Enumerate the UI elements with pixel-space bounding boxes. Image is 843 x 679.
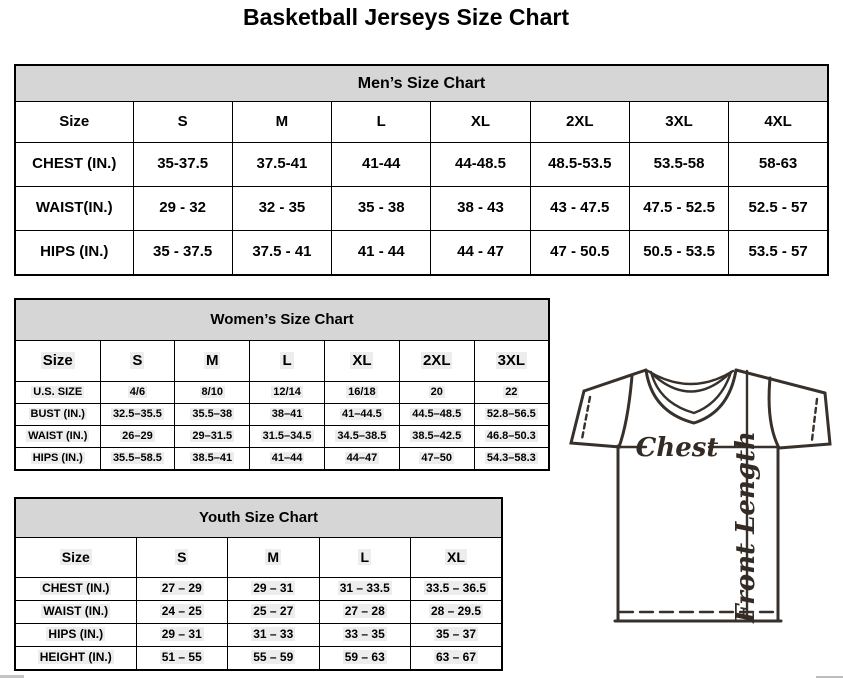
women-value-cell <box>324 426 399 448</box>
youth-value-cell <box>228 601 320 624</box>
youth-value-cell <box>411 647 503 671</box>
jersey-cuff-stitch-right <box>812 399 817 440</box>
women-table-row <box>15 426 549 448</box>
cell-text: 26–29 <box>122 430 153 443</box>
women-header-l <box>250 341 325 382</box>
women-row-label <box>15 448 100 471</box>
men-table-title: Men’s Size Chart <box>15 65 828 102</box>
men-value-cell: 43 - 47.5 <box>530 187 629 231</box>
women-value-cell <box>250 448 325 471</box>
men-value-cell: 48.5-53.5 <box>530 143 629 187</box>
women-value-cell <box>175 404 250 426</box>
cell-text: WAIST (IN.) <box>43 604 109 619</box>
women-value-cell <box>250 382 325 404</box>
youth-row-label <box>15 624 136 647</box>
cell-text: 41–44 <box>271 452 303 465</box>
cell-text: HIPS (IN.) <box>48 627 104 642</box>
women-value-cell <box>175 426 250 448</box>
youth-header-m <box>228 538 320 578</box>
horizontal-scrollbar-fragment-right[interactable] <box>816 676 843 678</box>
youth-header-l <box>319 538 411 578</box>
women-value-cell <box>250 426 325 448</box>
men-value-cell: 52.5 - 57 <box>729 187 828 231</box>
youth-table-row <box>15 647 502 671</box>
youth-value-cell <box>136 578 228 601</box>
youth-header-size <box>15 538 136 578</box>
cell-text: 44.5–48.5 <box>412 408 462 421</box>
women-header-2xl <box>399 341 474 382</box>
women-value-cell <box>399 404 474 426</box>
cell-text: 31.5–34.5 <box>262 430 312 443</box>
jersey-diagram <box>555 358 843 648</box>
youth-size-chart-table <box>14 497 503 671</box>
women-value-cell <box>100 404 175 426</box>
men-table-row <box>15 231 828 276</box>
jersey-cuff-stitch-left <box>582 397 590 439</box>
cell-text: 25 – 27 <box>253 604 294 619</box>
women-header-3xl <box>474 341 549 382</box>
cell-text: U.S. SIZE <box>33 386 83 399</box>
cell-text: 2XL <box>422 351 451 369</box>
chest-measure-label: Chest <box>635 433 719 463</box>
men-value-cell: 47.5 - 52.5 <box>629 187 728 231</box>
cell-text: 33.5 – 36.5 <box>425 581 487 596</box>
cell-text: 52.8–56.5 <box>486 408 536 421</box>
youth-value-cell <box>319 601 411 624</box>
cell-text: 35.5–58.5 <box>112 452 162 465</box>
men-header-4xl: 4XL <box>729 102 828 143</box>
men-value-cell: 29 - 32 <box>133 187 232 231</box>
men-table-title-row <box>15 65 828 102</box>
men-value-cell: 38 - 43 <box>431 187 530 231</box>
men-column-header-row <box>15 102 828 143</box>
youth-value-cell <box>411 578 503 601</box>
cell-text: 4/6 <box>129 386 146 399</box>
men-header-l: L <box>332 102 431 143</box>
womens-size-chart-table <box>14 298 550 471</box>
cell-text: 28 – 29.5 <box>430 604 482 619</box>
jersey-collar-back-arc-2 <box>650 372 731 392</box>
youth-column-header-row <box>15 538 502 578</box>
men-header-2xl: 2XL <box>530 102 629 143</box>
cell-text: Size <box>61 548 90 565</box>
women-value-cell <box>474 448 549 471</box>
men-header-s: S <box>133 102 232 143</box>
women-value-cell <box>474 382 549 404</box>
women-row-label <box>15 382 100 404</box>
women-value-cell <box>399 426 474 448</box>
women-header-size <box>15 341 100 382</box>
cell-text: 16/18 <box>348 386 376 399</box>
women-value-cell <box>100 448 175 471</box>
women-row-label <box>15 404 100 426</box>
women-value-cell <box>100 382 175 404</box>
youth-table-row <box>15 601 502 624</box>
cell-text: 3XL <box>497 351 526 369</box>
jersey-sleeve-left <box>571 391 620 447</box>
women-value-cell <box>175 382 250 404</box>
cell-text: 20 <box>430 386 443 399</box>
women-value-cell <box>175 448 250 471</box>
youth-table-row <box>15 624 502 647</box>
cell-text: 38.5–42.5 <box>412 430 462 443</box>
jersey-sleeve-right <box>779 393 830 448</box>
youth-table-title: Youth Size Chart <box>15 498 502 538</box>
men-value-cell: 32 - 35 <box>232 187 331 231</box>
jersey-shoulder-right <box>736 370 825 393</box>
cell-text: M <box>267 548 280 565</box>
youth-row-label <box>15 647 136 671</box>
cell-text: 41–44.5 <box>342 408 382 421</box>
men-table-row <box>15 187 828 231</box>
men-value-cell: 35 - 38 <box>332 187 431 231</box>
women-value-cell <box>474 404 549 426</box>
cell-text: 38.5–41 <box>192 452 233 465</box>
jersey-armhole-right <box>769 378 779 448</box>
cell-text: HEIGHT (IN.) <box>39 650 112 665</box>
men-row-label: WAIST(IN.) <box>15 187 133 231</box>
men-table-row <box>15 143 828 187</box>
cell-text: BUST (IN.) <box>30 408 85 421</box>
men-value-cell: 53.5-58 <box>629 143 728 187</box>
cell-text: 31 – 33 <box>253 627 294 642</box>
men-row-label: CHEST (IN.) <box>15 143 133 187</box>
youth-value-cell <box>319 647 411 671</box>
cell-text: L <box>360 548 370 565</box>
cell-text: 27 – 29 <box>161 581 202 596</box>
youth-table-title-row <box>15 498 502 538</box>
cell-text: 59 – 63 <box>344 650 385 665</box>
cell-text: S <box>177 548 187 565</box>
cell-text: 33 – 35 <box>344 627 385 642</box>
women-value-cell <box>324 448 399 471</box>
youth-value-cell <box>411 601 503 624</box>
cell-text: 24 – 25 <box>161 604 202 619</box>
cell-text: 27 – 28 <box>344 604 385 619</box>
youth-value-cell <box>136 647 228 671</box>
youth-value-cell <box>228 578 320 601</box>
cell-text: HIPS (IN.) <box>32 452 83 465</box>
men-value-cell: 35-37.5 <box>133 143 232 187</box>
women-table-row <box>15 404 549 426</box>
women-header-s <box>100 341 175 382</box>
youth-header-xl <box>411 538 503 578</box>
cell-text: M <box>205 351 219 369</box>
cell-text: Size <box>42 351 73 369</box>
cell-text: S <box>132 351 143 369</box>
women-value-cell <box>399 448 474 471</box>
cell-text: XL <box>447 548 465 565</box>
men-value-cell: 44-48.5 <box>431 143 530 187</box>
youth-value-cell <box>319 578 411 601</box>
cell-text: 12/14 <box>273 386 301 399</box>
men-value-cell: 35 - 37.5 <box>133 231 232 276</box>
cell-text: WAIST (IN.) <box>28 430 88 443</box>
cell-text: 46.8–50.3 <box>486 430 536 443</box>
jersey-shoulder-left <box>584 370 646 391</box>
women-value-cell <box>474 426 549 448</box>
cell-text: 22 <box>505 386 518 399</box>
cell-text: CHEST (IN.) <box>42 581 110 596</box>
women-value-cell <box>250 404 325 426</box>
youth-value-cell <box>136 601 228 624</box>
youth-value-cell <box>319 624 411 647</box>
cell-text: 32.5–35.5 <box>112 408 162 421</box>
page-title: Basketball Jerseys Size Chart <box>242 4 569 30</box>
women-header-m <box>175 341 250 382</box>
women-value-cell <box>399 382 474 404</box>
cell-text: 29 – 31 <box>253 581 294 596</box>
youth-value-cell <box>136 624 228 647</box>
horizontal-scrollbar-fragment-left[interactable] <box>0 675 24 678</box>
cell-text: L <box>282 351 292 369</box>
women-column-header-row <box>15 341 549 382</box>
men-header-3xl: 3XL <box>629 102 728 143</box>
women-row-label <box>15 426 100 448</box>
cell-text: 55 – 59 <box>253 650 294 665</box>
women-value-cell <box>324 382 399 404</box>
men-value-cell: 50.5 - 53.5 <box>629 231 728 276</box>
youth-header-s <box>136 538 228 578</box>
men-row-label: HIPS (IN.) <box>15 231 133 276</box>
men-value-cell: 44 - 47 <box>431 231 530 276</box>
men-value-cell: 41 - 44 <box>332 231 431 276</box>
cell-text: 34.5–38.5 <box>337 430 387 443</box>
men-value-cell: 37.5-41 <box>232 143 331 187</box>
women-value-cell <box>324 404 399 426</box>
cell-text: 38–41 <box>271 408 303 421</box>
men-header-m: M <box>232 102 331 143</box>
women-table-title: Women’s Size Chart <box>15 299 549 341</box>
cell-text: 63 – 67 <box>435 650 477 665</box>
cell-text: 29–31.5 <box>192 430 233 443</box>
front-length-measure-label: Front Length <box>731 431 761 623</box>
men-value-cell: 53.5 - 57 <box>729 231 828 276</box>
youth-row-label <box>15 578 136 601</box>
women-table-row <box>15 448 549 471</box>
men-value-cell: 37.5 - 41 <box>232 231 331 276</box>
cell-text: 54.3–58.3 <box>486 452 536 465</box>
youth-row-label <box>15 601 136 624</box>
cell-text: 35.5–38 <box>192 408 233 421</box>
men-value-cell: 58-63 <box>729 143 828 187</box>
men-header-xl: XL <box>431 102 530 143</box>
mens-size-chart-table <box>14 64 829 276</box>
cell-text: XL <box>352 351 372 369</box>
cell-text: 51 – 55 <box>161 650 202 665</box>
youth-value-cell <box>228 624 320 647</box>
men-value-cell: 41-44 <box>332 143 431 187</box>
women-table-row <box>15 382 549 404</box>
women-table-title-row <box>15 299 549 341</box>
cell-text: 8/10 <box>201 386 223 399</box>
jersey-armhole-left <box>619 376 632 447</box>
cell-text: 35 – 37 <box>435 627 477 642</box>
men-header-size: Size <box>15 102 133 143</box>
cell-text: 29 – 31 <box>161 627 202 642</box>
men-value-cell: 47 - 50.5 <box>530 231 629 276</box>
cell-text: 44–47 <box>346 452 378 465</box>
youth-value-cell <box>411 624 503 647</box>
cell-text: 47–50 <box>421 452 453 465</box>
women-value-cell <box>100 426 175 448</box>
youth-value-cell <box>228 647 320 671</box>
cell-text: 31 – 33.5 <box>339 581 390 596</box>
women-header-xl <box>324 341 399 382</box>
youth-table-row <box>15 578 502 601</box>
